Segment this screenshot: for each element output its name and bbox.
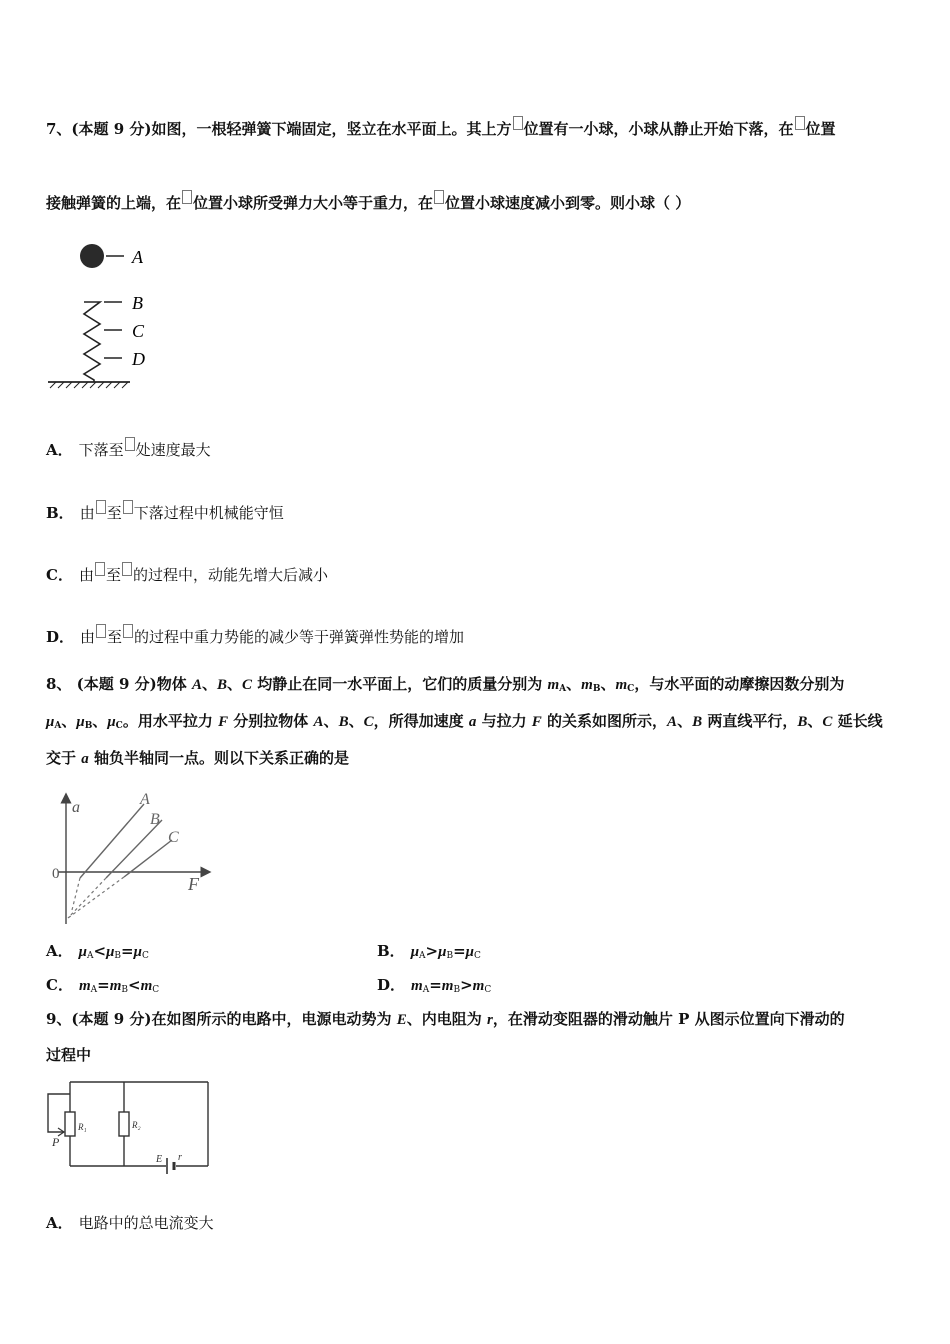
spring — [84, 302, 100, 382]
origin-label: 0 — [52, 866, 60, 882]
spring-ball-figure — [44, 236, 154, 392]
q7-stem-line1: 7、(本题 9 分)如图，一根轻弹簧下端固定，竖立在水平面上。其上方 位置有一小球，小球从静止开始下落，在 位置 — [46, 116, 836, 139]
q7-option-d[interactable]: D． 由 至 的过程中重力势能的减少等于弹簧弹性势能的增加 — [46, 624, 464, 647]
resistor-r2 — [119, 1112, 129, 1136]
q8-option-c[interactable]: C． $m_A=m_B<m_C$ — [46, 976, 160, 995]
a-f-graph — [44, 786, 214, 930]
missing-glyph-box — [96, 500, 106, 514]
line-label-b: B — [150, 811, 160, 828]
missing-glyph-box — [513, 116, 523, 130]
line-label-a: A — [140, 791, 150, 808]
q8-stem-line3: 交于 a 轴负半轴同一点。则以下关系正确的是 — [46, 749, 349, 767]
label-r: r — [178, 1152, 182, 1163]
missing-glyph-box — [125, 437, 135, 451]
missing-glyph-box — [795, 116, 805, 130]
missing-glyph-box — [122, 562, 132, 576]
q9-stem-line1: 9、(本题 9 分)在如图所示的电路中，电源电动势为 E、内电阻为 r，在滑动变阻器的滑动触片 P 从图示位置向下滑动的 — [46, 1010, 845, 1028]
resistor-r1 — [65, 1112, 75, 1136]
ball — [80, 244, 104, 268]
q8-stem-line1: 8、 (本题 9 分)物体 A、B、C 均静止在同一水平面上，它们的质量分别为 $m_A$、$m_B$、$m_C$，与水平面的动摩擦因数分别为 — [46, 675, 845, 694]
line-a — [80, 804, 144, 878]
circuit-diagram — [44, 1076, 214, 1172]
axis-label-f: F — [188, 874, 199, 894]
q9-stem-line2: 过程中 — [46, 1046, 92, 1064]
label-p: P — [52, 1135, 60, 1149]
line-label-c: C — [168, 829, 179, 846]
label-b: B — [132, 293, 143, 313]
q8-option-a[interactable]: A． $\mu_A<\mu_B=\mu_C$ — [46, 942, 149, 961]
missing-glyph-box — [123, 500, 133, 514]
label-c: C — [132, 321, 145, 341]
label-r1: R₁ — [78, 1122, 87, 1132]
q7-option-a[interactable]: A． 下落至 处速度最大 — [46, 437, 211, 460]
label-a: A — [132, 247, 143, 267]
missing-glyph-box — [123, 624, 133, 638]
q7-stem-line2: 接触弹簧的上端，在 位置小球所受弹力大小等于重力，在 位置小球速度减小到零。则小球（ ） — [46, 190, 690, 213]
label-e: E — [156, 1154, 163, 1165]
q8-option-b[interactable]: B． $\mu_A>\mu_B=\mu_C$ — [377, 942, 481, 961]
missing-glyph-box — [182, 190, 192, 204]
q9-option-a[interactable]: A． 电路中的总电流变大 — [46, 1214, 214, 1232]
missing-glyph-box — [96, 624, 106, 638]
q7-option-c[interactable]: C． 由 至 的过程中，动能先增大后减小 — [46, 562, 328, 585]
q7-option-b[interactable]: B． 由 至 下落过程中机械能守恒 — [46, 500, 284, 523]
missing-glyph-box — [95, 562, 105, 576]
missing-glyph-box — [434, 190, 444, 204]
q8-option-d[interactable]: D． $m_A=m_B>m_C$ — [377, 976, 492, 995]
label-d: D — [132, 349, 145, 369]
axis-label-a: a — [72, 799, 80, 816]
q8-stem-line2: $\mu_A$、$\mu_B$、$\mu_C$。用水平拉力 F 分别拉物体 A、B、C，所得加速度 a 与拉力 F 的关系如图所示，A、B 两直线平行，B、C 延长线 — [46, 712, 883, 731]
label-r2: R₂ — [132, 1120, 141, 1130]
